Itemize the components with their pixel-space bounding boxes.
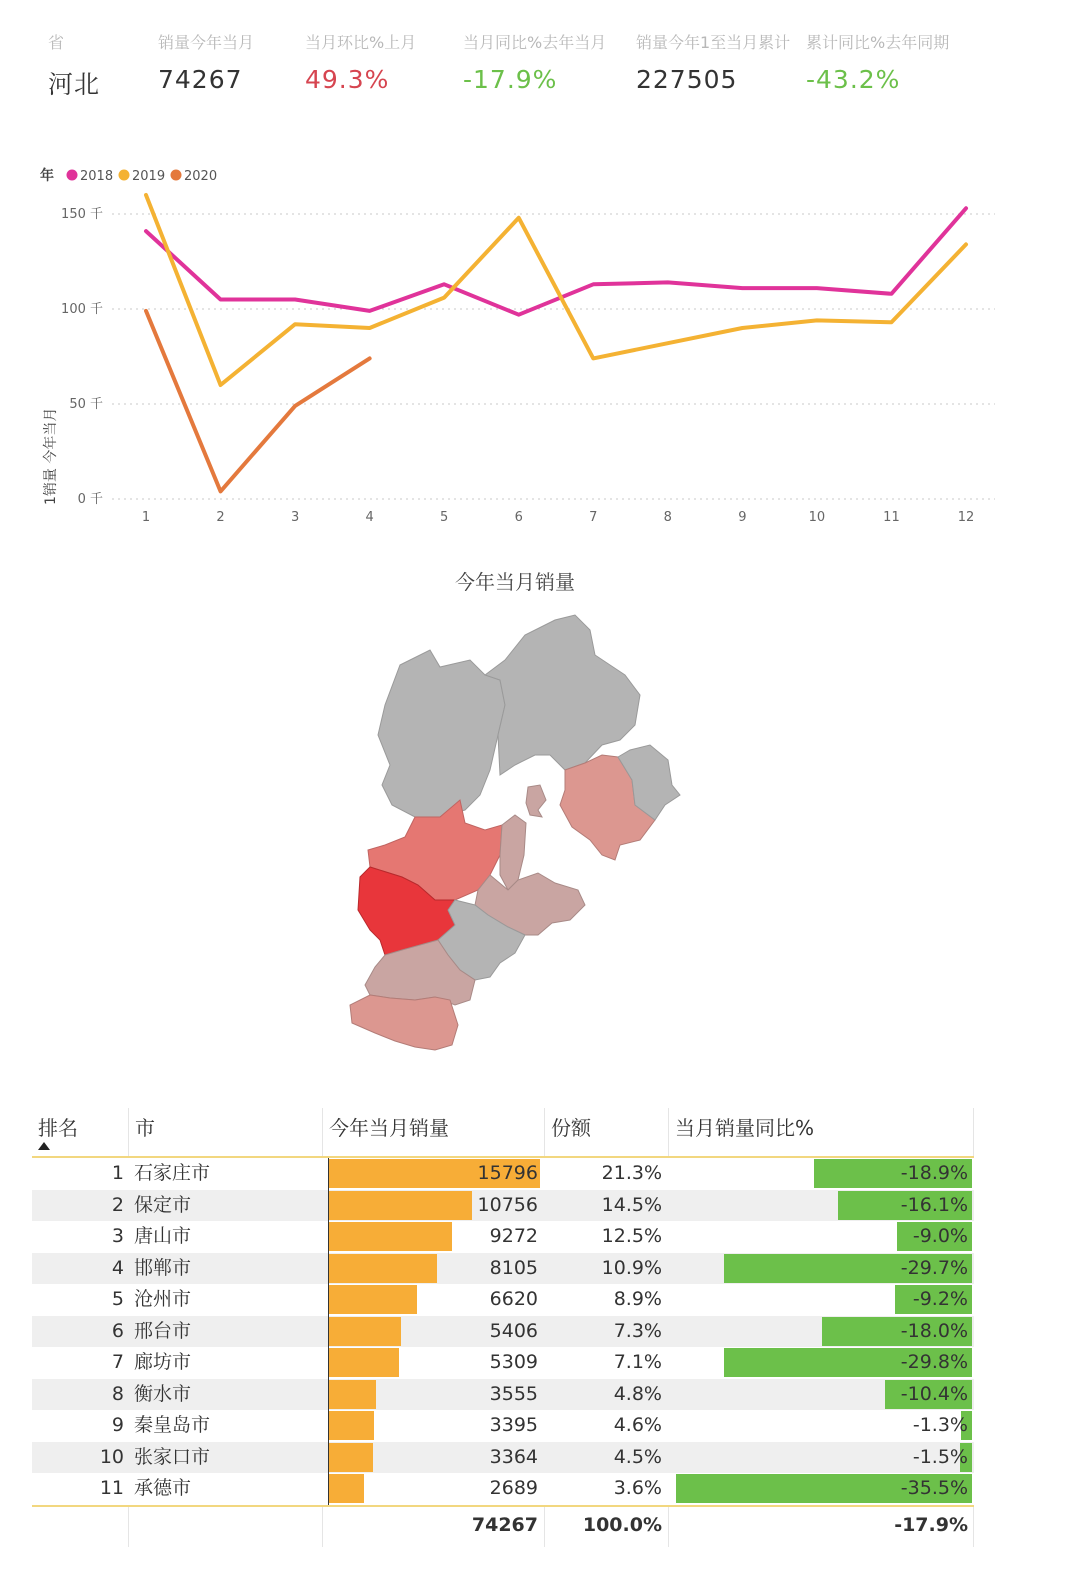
x-tick-label: 8 [663,510,672,525]
sales-bar [328,1474,364,1503]
rank-cell: 6 [111,1319,124,1342]
sales-bar [328,1254,437,1283]
kpi-label: 销量今年1至当月累计 [636,33,791,52]
share-cell: 3.6% [613,1477,662,1499]
share-cell: 12.5% [601,1225,662,1247]
sales-cell [328,1284,542,1316]
header-label: 当月销量同比% [675,1116,815,1140]
chart-gridlines [112,214,995,499]
x-tick-label: 7 [589,510,598,525]
sales-bar [328,1222,452,1251]
sales-value: 5406 [489,1319,538,1342]
x-tick-label: 4 [365,510,374,525]
sales-value: 15796 [477,1162,538,1184]
kpi-value: 74267 [158,65,243,94]
yoy-cell [672,1442,972,1474]
yoy-value: -9.2% [912,1288,968,1310]
region-tianjin-fragment [526,785,546,817]
share-cell: 4.6% [613,1414,662,1436]
kpi-ytd-sales [636,30,790,94]
sales-cell [328,1410,542,1442]
sales-cell [328,1473,542,1505]
sales-value: 6620 [489,1288,538,1310]
header-month-sales[interactable] [322,1108,544,1156]
yoy-cell [672,1316,972,1348]
yoy-cell [672,1158,972,1190]
x-tick-label: 6 [514,510,523,525]
table-total-row [32,1505,974,1547]
x-tick-label: 5 [440,510,449,525]
share-cell: 8.9% [613,1288,662,1310]
yoy-cell [672,1284,972,1316]
share-cell: 14.5% [601,1193,662,1216]
series-line-2018 [146,208,966,314]
sales-cell [328,1347,542,1379]
sales-cell [328,1442,542,1474]
kpi-label: 当月同比%去年当月 [463,33,607,52]
series-line-2020 [146,311,370,492]
header-label: 市 [135,1116,155,1140]
sales-bar [328,1380,376,1409]
table-row[interactable] [32,1284,974,1316]
kpi-yoy [463,30,606,94]
sales-bar [328,1348,399,1377]
kpi-month-sales [158,30,254,94]
city-cell: 张家口市 [134,1445,211,1468]
sales-value: 9272 [489,1225,538,1247]
table-row[interactable] [32,1221,974,1253]
yoy-value: -9.0% [912,1225,968,1247]
legend-label: 2019 [132,169,166,184]
chart-series [146,195,966,491]
header-city[interactable] [128,1108,322,1156]
table-row[interactable] [32,1158,974,1190]
yoy-value: -18.0% [900,1319,968,1342]
yoy-value: -35.5% [900,1477,968,1499]
header-label: 份额 [551,1116,591,1140]
hebei-map [340,605,700,1065]
y-axis-title: 1销量 今年当月 [43,407,59,505]
table-row[interactable] [32,1347,974,1379]
y-tick-label: 100 千 [61,302,103,317]
city-cell: 沧州市 [134,1288,192,1310]
region-handan[interactable] [350,995,458,1050]
table-row[interactable] [32,1442,974,1474]
x-tick-label: 3 [290,510,300,525]
share-cell: 4.5% [613,1445,662,1468]
yoy-value: -1.3% [912,1414,968,1436]
table-row[interactable] [32,1379,974,1411]
yoy-cell [672,1473,972,1505]
sales-value: 3364 [489,1445,538,1468]
total-yoy: -17.9% [894,1513,968,1536]
kpi-value: 227505 [636,65,738,94]
sales-value: 2689 [489,1477,538,1499]
legend-title: 年 [40,168,54,184]
sales-line-chart [0,155,1040,535]
sales-value: 8105 [489,1256,538,1279]
x-tick-label: 12 [957,510,975,525]
y-tick-label: 150 千 [61,207,103,222]
city-cell: 衡水市 [134,1382,192,1405]
rank-cell: 10 [99,1445,124,1468]
map-title: 今年当月销量 [455,570,575,594]
kpi-value: 河北 [48,70,101,99]
city-cell: 秦皇岛市 [134,1414,211,1436]
x-tick-label: 9 [738,510,747,525]
kpi-value: -43.2% [806,65,901,94]
table-row[interactable] [32,1316,974,1348]
share-cell: 7.3% [613,1319,662,1342]
rank-cell: 1 [111,1162,124,1184]
yoy-value: -1.5% [912,1445,968,1468]
share-cell: 10.9% [601,1256,662,1279]
total-share: 100.0% [582,1513,662,1536]
rank-cell: 2 [111,1193,124,1216]
chart-legend [40,167,217,184]
sales-cell [328,1253,542,1285]
x-tick-label: 2 [216,510,225,525]
x-tick-label: 1 [141,510,151,525]
kpi-province [48,30,100,101]
yoy-cell [672,1253,972,1285]
kpi-header [0,0,1080,110]
yoy-cell [672,1410,972,1442]
sales-cell [328,1190,542,1222]
kpi-label: 省 [48,33,65,52]
legend-marker [119,170,130,181]
yoy-cell [672,1347,972,1379]
header-yoy[interactable] [668,1108,974,1156]
sales-bar [328,1191,472,1220]
city-cell: 廊坊市 [134,1351,192,1373]
table-row[interactable] [32,1473,974,1505]
table-row[interactable] [32,1190,974,1222]
total-sales: 74267 [471,1513,538,1536]
yoy-cell [672,1221,972,1253]
rank-cell: 9 [111,1414,124,1436]
legend-marker [171,170,182,181]
yoy-value: -29.8% [900,1351,968,1373]
city-cell: 承德市 [134,1477,192,1499]
city-cell: 保定市 [134,1193,192,1216]
sales-value: 3395 [489,1414,538,1436]
rank-cell: 8 [111,1382,124,1405]
city-cell: 邢台市 [134,1319,192,1342]
yoy-value: -29.7% [900,1256,968,1279]
kpi-mom [305,30,416,94]
city-cell: 唐山市 [134,1225,192,1247]
rank-cell: 7 [111,1351,124,1373]
x-axis [142,510,974,525]
table-header [32,1108,974,1158]
y-axis [61,207,103,507]
y-tick-label: 50 千 [69,397,103,412]
header-rank[interactable] [32,1108,128,1156]
kpi-value: 49.3% [305,65,390,94]
sales-bar [328,1285,417,1314]
yoy-cell [672,1190,972,1222]
sales-cell [328,1221,542,1253]
city-cell: 邯郸市 [134,1256,192,1279]
sales-value: 3555 [489,1382,538,1405]
rank-cell: 5 [111,1288,124,1310]
kpi-label: 销量今年当月 [158,33,255,52]
sales-cell [328,1158,542,1190]
share-cell: 21.3% [601,1162,662,1184]
table-row[interactable] [32,1410,974,1442]
yoy-value: -18.9% [900,1162,968,1184]
x-tick-label: 11 [883,510,900,525]
header-label: 排名 [38,1116,78,1140]
share-cell: 7.1% [613,1351,662,1373]
kpi-label: 累计同比%去年同期 [806,33,950,52]
sales-bar [328,1317,401,1346]
table-row[interactable] [32,1253,974,1285]
kpi-ytd-yoy [806,30,949,94]
sales-value: 10756 [477,1193,538,1216]
sales-cell [328,1316,542,1348]
share-cell: 4.8% [613,1382,662,1405]
legend-label: 2018 [80,169,114,184]
sales-value: 5309 [489,1351,538,1373]
yoy-value: -10.4% [900,1382,968,1405]
rank-cell: 3 [111,1225,124,1247]
sort-ascending-icon[interactable] [38,1142,50,1150]
sales-bar [328,1411,374,1440]
city-cell: 石家庄市 [134,1162,211,1184]
header-label: 今年当月销量 [329,1116,449,1140]
table-body [32,1158,974,1505]
legend-marker [67,170,78,181]
x-tick-label: 10 [808,510,826,525]
kpi-label: 当月环比%上月 [305,33,417,52]
yoy-value: -16.1% [900,1193,968,1216]
header-share[interactable] [544,1108,668,1156]
yoy-cell [672,1379,972,1411]
y-tick-label: 0 千 [77,492,103,507]
city-ranking-table [32,1108,974,1547]
rank-cell: 4 [111,1256,124,1279]
sales-cell [328,1379,542,1411]
kpi-value: -17.9% [463,65,558,94]
rank-cell: 11 [99,1477,124,1499]
sales-bar [328,1443,373,1472]
region-chengde[interactable] [485,615,640,775]
legend-label: 2020 [184,169,218,184]
